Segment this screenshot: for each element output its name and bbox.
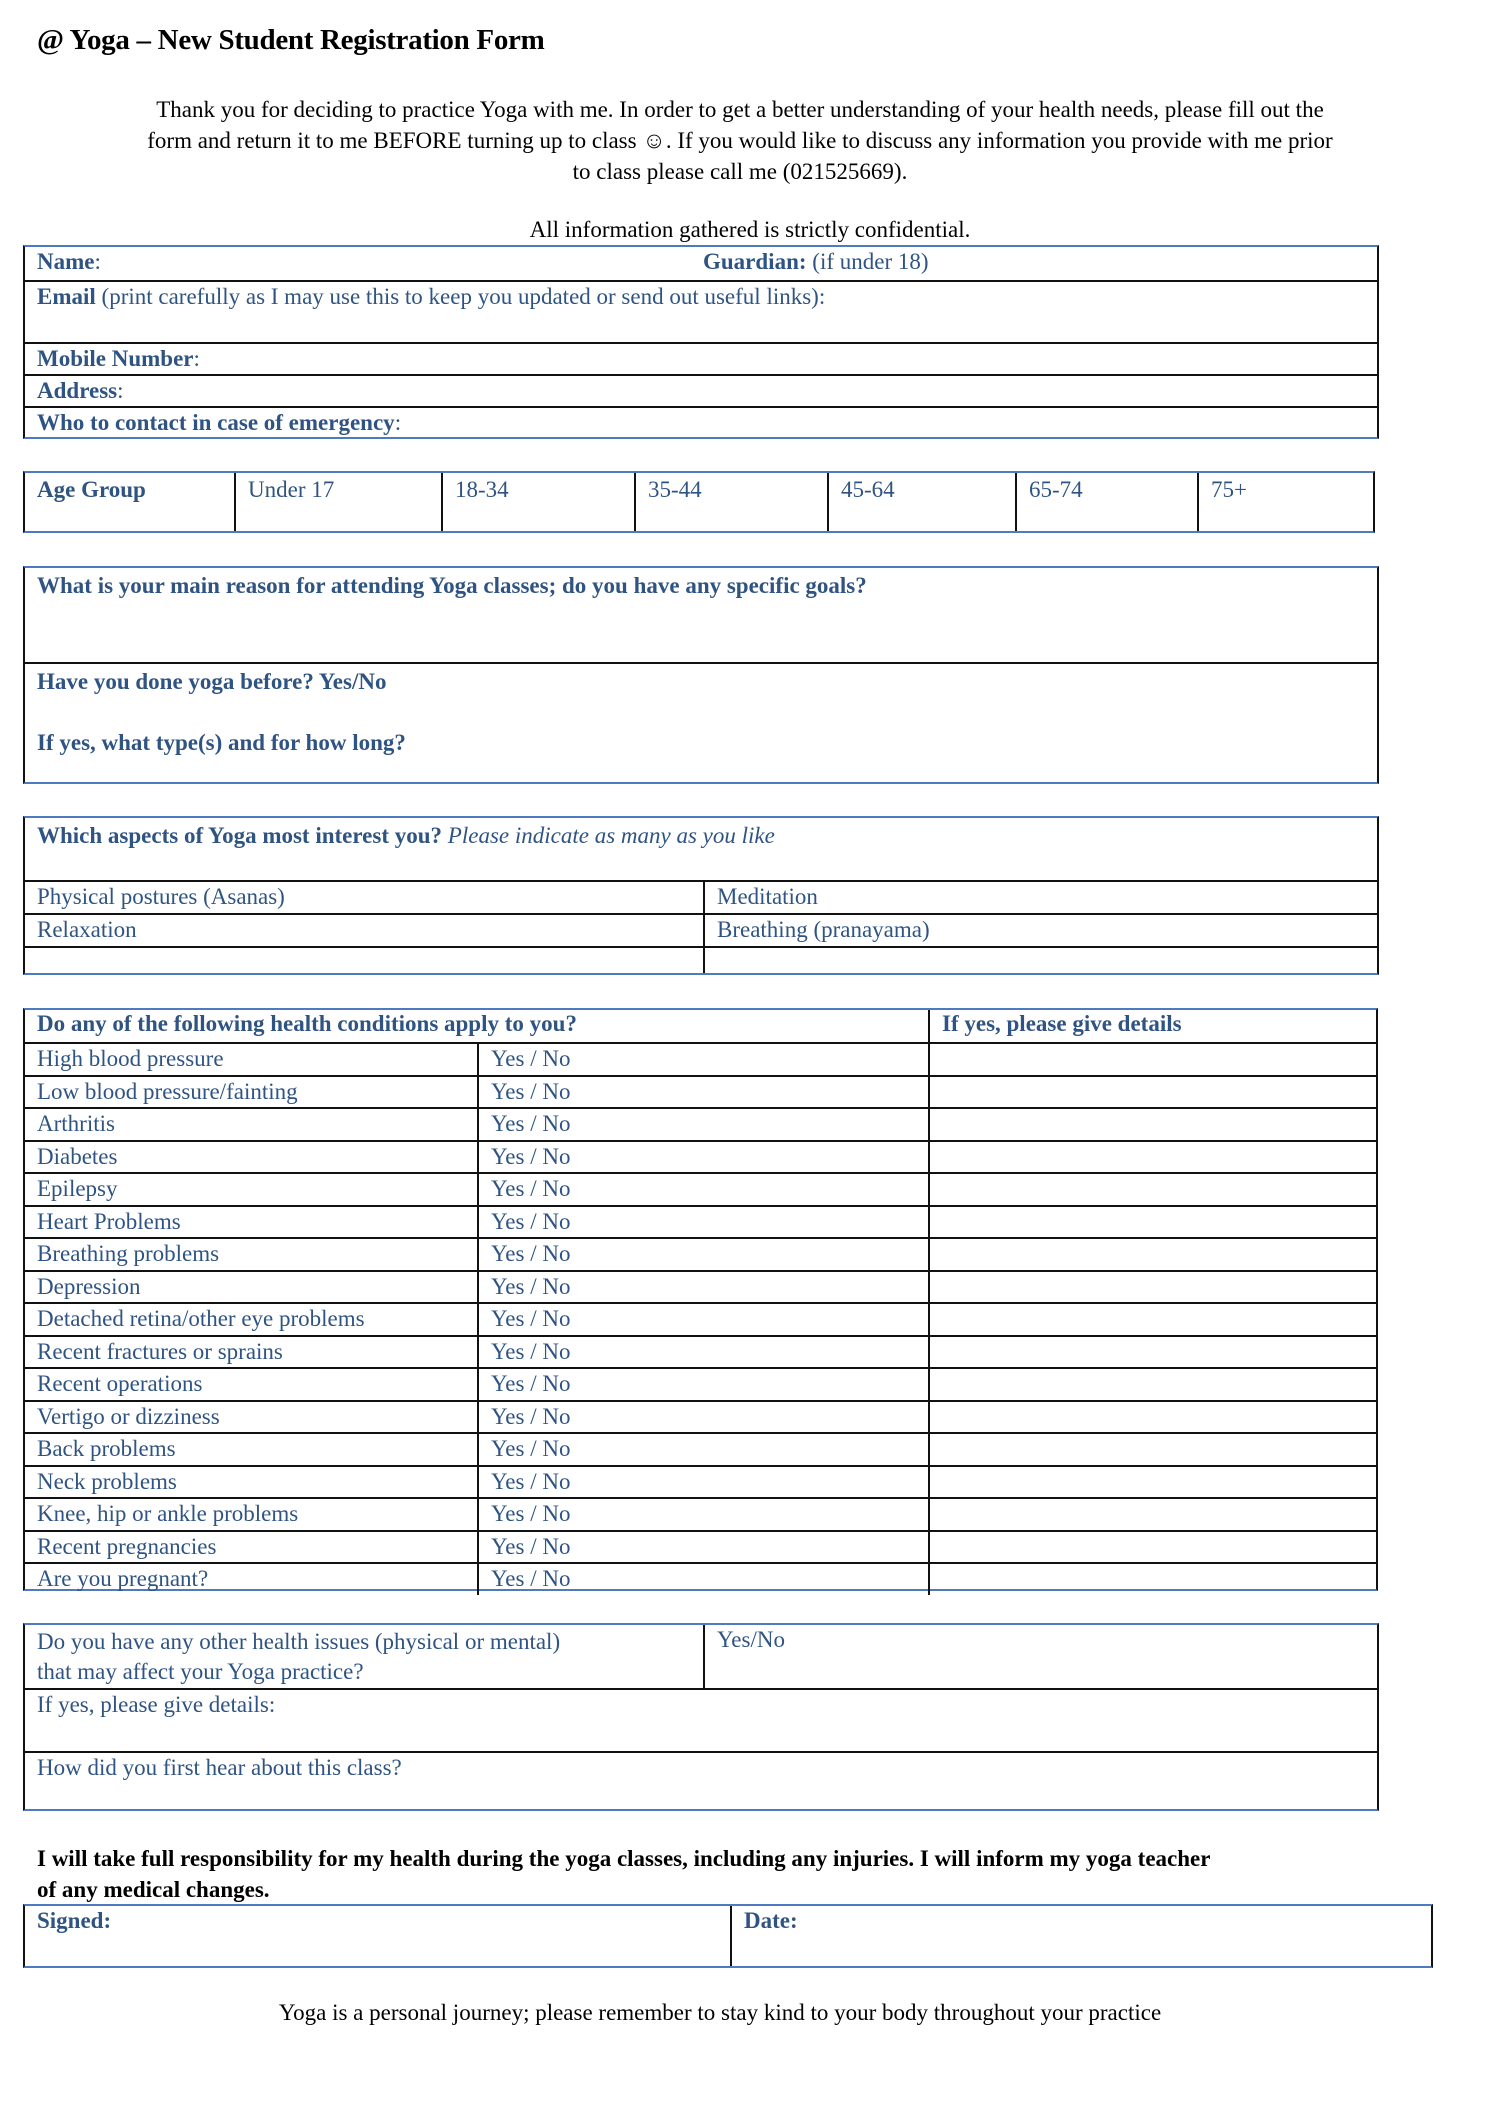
health-condition-row bbox=[25, 1562, 1376, 1595]
hear-about-label: How did you first hear about this class? bbox=[37, 1755, 402, 1780]
mobile-label: Mobile Number bbox=[37, 346, 194, 371]
age-option-under-17[interactable]: Under 17 bbox=[234, 473, 441, 531]
condition-name-cell bbox=[25, 1467, 477, 1498]
condition-yes-no[interactable] bbox=[477, 1499, 928, 1530]
email-label: Email bbox=[37, 284, 96, 309]
health-condition-row bbox=[25, 1270, 1376, 1303]
condition-details-field[interactable] bbox=[928, 1272, 1376, 1303]
contact-table bbox=[23, 245, 1379, 439]
condition-name-cell bbox=[25, 1434, 477, 1465]
health-conditions-table bbox=[23, 1008, 1378, 1591]
condition-name: High blood pressure bbox=[37, 1046, 224, 1071]
yes-no-label: Yes / No bbox=[491, 1371, 571, 1396]
yes-no-label: Yes / No bbox=[491, 1143, 571, 1169]
health-condition-row bbox=[25, 1497, 1376, 1530]
aspect-option-relaxation[interactable]: Relaxation bbox=[37, 917, 137, 942]
health-condition-row bbox=[25, 1205, 1376, 1238]
condition-yes-no[interactable] bbox=[477, 1467, 928, 1498]
done-yoga-before-question: Have you done yoga before? Yes/No bbox=[37, 669, 387, 694]
address-label: Address bbox=[37, 378, 118, 403]
condition-name: Epilepsy bbox=[37, 1176, 118, 1201]
condition-name-cell bbox=[25, 1369, 477, 1400]
intro-paragraph bbox=[30, 94, 1450, 187]
signature-table bbox=[23, 1904, 1433, 1968]
aspects-row bbox=[25, 913, 1377, 946]
goals-question: What is your main reason for attending Yoga classes; do you have any specific goals? bbox=[37, 573, 867, 598]
declaration-text: I will take full responsibility for my health during the yoga classes, including any injuries. I will inform my yoga teacher of any medical changes. bbox=[37, 1846, 1211, 1902]
goals-row[interactable] bbox=[25, 568, 1377, 662]
condition-yes-no[interactable] bbox=[477, 1369, 928, 1400]
condition-name-cell bbox=[25, 1239, 477, 1270]
condition-name-cell bbox=[25, 1044, 477, 1075]
condition-name-cell bbox=[25, 1207, 477, 1238]
age-group-table bbox=[23, 471, 1375, 533]
condition-yes-no[interactable] bbox=[477, 1077, 928, 1108]
yes-no-label: Yes / No bbox=[491, 1403, 571, 1429]
yes-no-label: Yes / No bbox=[491, 1208, 571, 1234]
condition-yes-no[interactable] bbox=[477, 1434, 928, 1465]
age-option-45-64[interactable]: 45-64 bbox=[827, 473, 1015, 531]
condition-details-field[interactable] bbox=[928, 1239, 1376, 1270]
yes-no-label: Yes / No bbox=[491, 1468, 571, 1494]
email-note: (print carefully as I may use this to keep you updated or send out useful links): bbox=[95, 284, 826, 309]
health-condition-row bbox=[25, 1172, 1376, 1205]
age-option-75-plus[interactable]: 75+ bbox=[1197, 473, 1373, 531]
condition-yes-no[interactable] bbox=[477, 1044, 928, 1075]
condition-yes-no[interactable] bbox=[477, 1109, 928, 1140]
condition-name: Are you pregnant? bbox=[37, 1566, 209, 1591]
condition-name-cell bbox=[25, 1532, 477, 1563]
condition-details-field[interactable] bbox=[928, 1434, 1376, 1465]
condition-name-cell bbox=[25, 1174, 477, 1205]
condition-name: Vertigo or dizziness bbox=[37, 1403, 220, 1429]
yes-no-label: Yes / No bbox=[491, 1566, 571, 1591]
condition-details-field[interactable] bbox=[928, 1564, 1376, 1595]
condition-yes-no[interactable] bbox=[477, 1337, 928, 1368]
footer-note: Yoga is a personal journey; please remember to stay kind to your body throughout your practice bbox=[278, 2000, 1162, 2025]
health-header: Do any of the following health conditions apply to you? bbox=[37, 1011, 577, 1036]
condition-yes-no[interactable] bbox=[477, 1174, 928, 1205]
condition-name-cell bbox=[25, 1142, 477, 1173]
condition-name: Recent fractures or sprains bbox=[37, 1338, 283, 1364]
health-header-row bbox=[25, 1010, 1376, 1042]
other-issues-row bbox=[25, 1625, 1377, 1688]
yes-no-label: Yes / No bbox=[491, 1176, 571, 1201]
aspect-option-breathing[interactable]: Breathing (pranayama) bbox=[703, 915, 1377, 946]
yes-no-label: Yes / No bbox=[491, 1436, 571, 1461]
details-header: If yes, please give details bbox=[942, 1011, 1182, 1036]
aspects-header bbox=[25, 818, 1377, 880]
aspect-option-meditation[interactable]: Meditation bbox=[703, 882, 1377, 913]
email-row[interactable] bbox=[25, 280, 1377, 342]
emergency-row[interactable] bbox=[25, 406, 1377, 439]
condition-details-field[interactable] bbox=[928, 1532, 1376, 1563]
health-condition-row bbox=[25, 1042, 1376, 1075]
condition-name: Neck problems bbox=[37, 1468, 177, 1494]
health-condition-row bbox=[25, 1367, 1376, 1400]
yes-no-label: Yes / No bbox=[491, 1046, 571, 1071]
condition-name-cell bbox=[25, 1077, 477, 1108]
other-issues-answer-cell[interactable] bbox=[703, 1625, 1377, 1688]
health-condition-row bbox=[25, 1075, 1376, 1108]
details-header-cell bbox=[928, 1010, 1376, 1042]
condition-name: Recent pregnancies bbox=[37, 1533, 217, 1559]
age-option-18-34[interactable]: 18-34 bbox=[441, 473, 634, 531]
condition-details-field[interactable] bbox=[928, 1207, 1376, 1238]
aspects-question: Which aspects of Yoga most interest you? bbox=[37, 823, 443, 848]
signed-field[interactable] bbox=[25, 1906, 730, 1966]
health-condition-row bbox=[25, 1302, 1376, 1335]
mobile-field[interactable]: Mobile Number: bbox=[37, 346, 200, 371]
yoga-type-question: If yes, what type(s) and for how long? bbox=[37, 730, 406, 755]
condition-name: Recent operations bbox=[37, 1371, 203, 1396]
health-condition-row bbox=[25, 1107, 1376, 1140]
health-condition-row bbox=[25, 1530, 1376, 1563]
condition-yes-no[interactable] bbox=[477, 1402, 928, 1433]
condition-name: Detached retina/other eye problems bbox=[37, 1306, 365, 1331]
condition-yes-no[interactable] bbox=[477, 1207, 928, 1238]
hear-about-row[interactable] bbox=[25, 1751, 1377, 1809]
condition-details-field[interactable] bbox=[928, 1467, 1376, 1498]
yes-no-label: Yes / No bbox=[491, 1078, 571, 1104]
condition-name: Heart Problems bbox=[37, 1208, 181, 1234]
yes-no-label: Yes / No bbox=[491, 1338, 571, 1364]
yes-no-label: Yes / No bbox=[491, 1533, 571, 1559]
yes-no-label: Yes / No bbox=[491, 1501, 571, 1526]
condition-yes-no[interactable] bbox=[477, 1532, 928, 1563]
condition-details-field[interactable] bbox=[928, 1174, 1376, 1205]
yes-no-label: Yes / No bbox=[491, 1306, 571, 1331]
confidential-note: All information gathered is strictly confidential. bbox=[529, 217, 971, 242]
condition-name: Low blood pressure/fainting bbox=[37, 1078, 298, 1104]
health-condition-row bbox=[25, 1237, 1376, 1270]
signed-label: Signed: bbox=[37, 1908, 112, 1933]
condition-name-cell bbox=[25, 1304, 477, 1335]
health-condition-row bbox=[25, 1432, 1376, 1465]
aspects-hint: Please indicate as many as you like bbox=[447, 823, 775, 848]
condition-details-field[interactable] bbox=[928, 1142, 1376, 1173]
condition-name: Breathing problems bbox=[37, 1241, 220, 1266]
condition-yes-no[interactable] bbox=[477, 1239, 928, 1270]
condition-name-cell bbox=[25, 1337, 477, 1368]
email-field[interactable] bbox=[37, 284, 825, 310]
condition-name: Back problems bbox=[37, 1436, 176, 1461]
aspect-option-blank[interactable] bbox=[703, 948, 1377, 973]
aspects-row bbox=[25, 946, 1377, 973]
aspect-option-blank[interactable] bbox=[25, 948, 703, 973]
age-option-65-74[interactable]: 65-74 bbox=[1015, 473, 1197, 531]
aspects-row bbox=[25, 880, 1377, 913]
condition-name: Depression bbox=[37, 1273, 141, 1299]
yes-no-label: Yes / No bbox=[491, 1111, 571, 1136]
age-group-label: Age Group bbox=[37, 477, 146, 502]
health-condition-row bbox=[25, 1465, 1376, 1498]
health-condition-row bbox=[25, 1400, 1376, 1433]
name-row[interactable] bbox=[25, 247, 1377, 280]
intro-line: form and return it to me BEFORE turning up to class ☺. If you would like to discuss any information you provide with me prior bbox=[147, 128, 1333, 153]
other-details-label: If yes, please give details: bbox=[37, 1692, 276, 1717]
emergency-label: Who to contact in case of emergency bbox=[37, 410, 395, 435]
condition-name-cell bbox=[25, 1402, 477, 1433]
date-field[interactable] bbox=[730, 1906, 1431, 1966]
other-details-row[interactable] bbox=[25, 1688, 1377, 1751]
condition-yes-no[interactable] bbox=[477, 1272, 928, 1303]
condition-name-cell bbox=[25, 1272, 477, 1303]
other-issues-answer: Yes/No bbox=[717, 1627, 785, 1652]
health-condition-row bbox=[25, 1335, 1376, 1368]
condition-name-cell bbox=[25, 1109, 477, 1140]
condition-details-field[interactable] bbox=[928, 1304, 1376, 1335]
guardian-note: (if under 18) bbox=[806, 249, 929, 274]
condition-details-field[interactable] bbox=[928, 1369, 1376, 1400]
goals-table bbox=[23, 566, 1379, 784]
other-issues-question-cell bbox=[25, 1625, 703, 1688]
condition-yes-no[interactable] bbox=[477, 1564, 928, 1595]
condition-name: Arthritis bbox=[37, 1111, 115, 1136]
health-condition-row bbox=[25, 1140, 1376, 1173]
condition-yes-no[interactable] bbox=[477, 1142, 928, 1173]
mobile-row[interactable] bbox=[25, 342, 1377, 374]
condition-details-field[interactable] bbox=[928, 1337, 1376, 1368]
condition-details-field[interactable] bbox=[928, 1499, 1376, 1530]
address-field[interactable]: Address: bbox=[37, 378, 124, 403]
intro-line: to class please call me (021525669). bbox=[572, 159, 908, 184]
condition-name: Diabetes bbox=[37, 1143, 118, 1169]
guardian-field[interactable] bbox=[703, 249, 929, 275]
age-group-label-cell bbox=[25, 473, 234, 531]
condition-name-cell bbox=[25, 1564, 477, 1595]
aspects-table bbox=[23, 816, 1379, 975]
other-issues-question: Do you have any other health issues (physical or mental) that may affect your Yoga practice? bbox=[37, 1629, 561, 1684]
yes-no-label: Yes / No bbox=[491, 1273, 571, 1299]
date-label: Date: bbox=[744, 1908, 798, 1933]
emergency-field[interactable]: Who to contact in case of emergency: bbox=[37, 410, 402, 435]
condition-details-field[interactable] bbox=[928, 1077, 1376, 1108]
name-label: Name bbox=[37, 249, 95, 274]
condition-name: Knee, hip or ankle problems bbox=[37, 1501, 299, 1526]
condition-details-field[interactable] bbox=[928, 1402, 1376, 1433]
aspect-option-asanas[interactable]: Physical postures (Asanas) bbox=[37, 884, 285, 909]
intro-line: Thank you for deciding to practice Yoga with me. In order to get a better understanding of your health needs, please fill out the bbox=[156, 97, 1324, 122]
guardian-label: Guardian: bbox=[703, 249, 807, 274]
condition-name-cell bbox=[25, 1499, 477, 1530]
condition-details-field[interactable] bbox=[928, 1044, 1376, 1075]
address-row[interactable] bbox=[25, 374, 1377, 406]
age-option-35-44[interactable]: 35-44 bbox=[634, 473, 827, 531]
experience-row[interactable] bbox=[25, 662, 1377, 784]
condition-details-field[interactable] bbox=[928, 1109, 1376, 1140]
name-field[interactable]: Name: bbox=[37, 249, 101, 274]
other-issues-table bbox=[23, 1623, 1379, 1811]
page-title: @ Yoga – New Student Registration Form bbox=[37, 24, 545, 56]
yes-no-label: Yes / No bbox=[491, 1241, 571, 1266]
condition-yes-no[interactable] bbox=[477, 1304, 928, 1335]
